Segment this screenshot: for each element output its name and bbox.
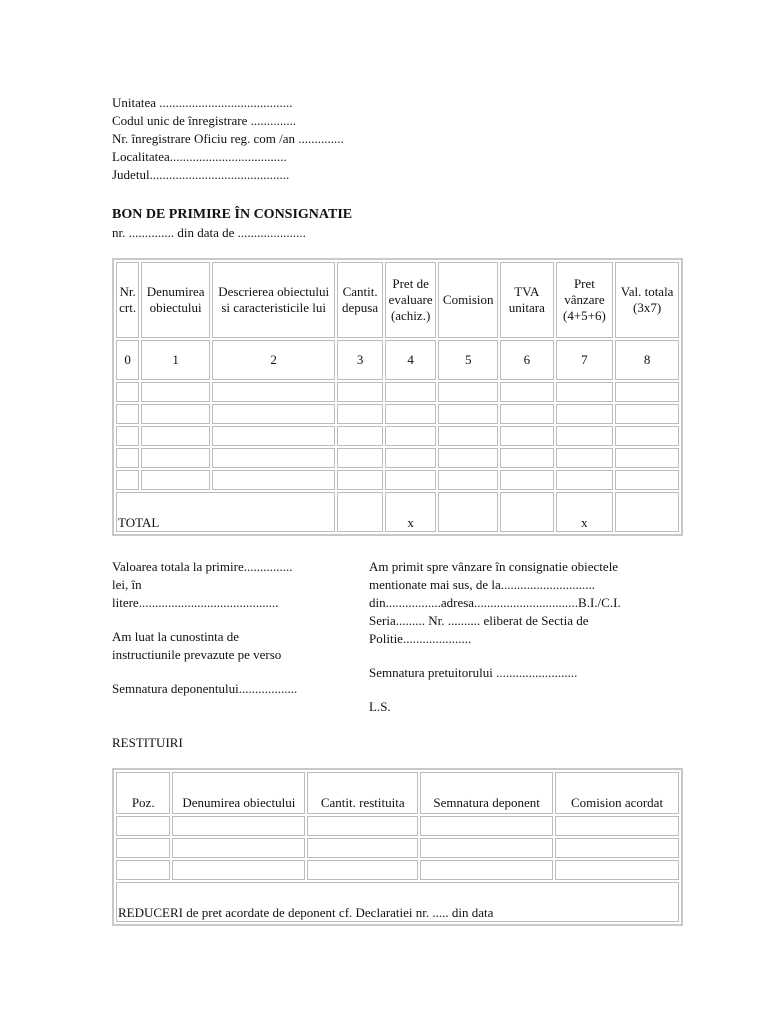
restituiri-header-row bbox=[116, 772, 679, 814]
table-cell[interactable] bbox=[337, 382, 382, 402]
table-cell[interactable] bbox=[116, 838, 170, 858]
table-cell[interactable] bbox=[615, 382, 679, 402]
total-tva-cell[interactable] bbox=[500, 492, 554, 532]
semnatura-pretuitor-line: Semnatura pretuitorului ......................... bbox=[369, 665, 578, 680]
header-pret-vanzare: Pret vânzare (4+5+6) bbox=[556, 262, 614, 338]
table-cell[interactable] bbox=[555, 816, 679, 836]
table-cell[interactable] bbox=[172, 838, 305, 858]
items-table bbox=[112, 258, 683, 536]
table-cell[interactable] bbox=[420, 838, 553, 858]
table-cell[interactable] bbox=[385, 382, 437, 402]
reduceri-row bbox=[116, 882, 679, 922]
table-cell[interactable] bbox=[556, 404, 614, 424]
document-page bbox=[112, 94, 682, 926]
table-cell[interactable] bbox=[438, 470, 498, 490]
table-cell[interactable] bbox=[420, 816, 553, 836]
table-cell[interactable] bbox=[500, 448, 554, 468]
col-number: 2 bbox=[212, 340, 335, 380]
table-cell[interactable] bbox=[555, 838, 679, 858]
mentionate-line: mentionate mai sus, de la............................. bbox=[369, 577, 596, 592]
table-cell[interactable] bbox=[172, 860, 305, 880]
table-cell[interactable] bbox=[212, 448, 335, 468]
table-cell[interactable] bbox=[385, 426, 437, 446]
litere-line: litere........................................... bbox=[112, 595, 279, 610]
right-block bbox=[369, 558, 669, 716]
col-number: 3 bbox=[337, 340, 382, 380]
signature-section bbox=[112, 558, 682, 728]
cod-unic-line: Codul unic de înregistrare .............. bbox=[112, 113, 297, 128]
header-block bbox=[112, 94, 682, 184]
col-number: 4 bbox=[385, 340, 437, 380]
table-cell[interactable] bbox=[385, 404, 437, 424]
total-comision-cell[interactable] bbox=[438, 492, 498, 532]
table-cell[interactable] bbox=[556, 448, 614, 468]
table-row bbox=[116, 426, 679, 446]
col-number: 1 bbox=[141, 340, 210, 380]
table-cell[interactable] bbox=[615, 426, 679, 446]
total-col7-mark: x bbox=[556, 492, 614, 532]
table-cell[interactable] bbox=[141, 404, 210, 424]
table-cell[interactable] bbox=[212, 404, 335, 424]
table-cell[interactable] bbox=[212, 426, 335, 446]
table-cell[interactable] bbox=[385, 470, 437, 490]
localitatea-line: Localitatea.................................... bbox=[112, 149, 287, 164]
left-block bbox=[112, 558, 342, 698]
header-val-totala: Val. totala (3x7) bbox=[615, 262, 679, 338]
document-subtitle: nr. .............. din data de ..................... bbox=[112, 225, 306, 240]
table-row bbox=[116, 838, 679, 858]
ls-mark: L.S. bbox=[369, 699, 391, 714]
politie-line: Politie..................... bbox=[369, 631, 472, 646]
table-cell[interactable] bbox=[307, 838, 418, 858]
table-cell[interactable] bbox=[556, 382, 614, 402]
unitatea-line: Unitatea ......................................... bbox=[112, 95, 293, 110]
restituiri-title: RESTITUIRI bbox=[112, 735, 183, 750]
column-number-row bbox=[116, 340, 679, 380]
adresa-line: din.................adresa................................B.I./C.I. bbox=[369, 595, 621, 610]
table-cell[interactable] bbox=[141, 470, 210, 490]
header-tva-unitara: TVA unitara bbox=[500, 262, 554, 338]
table-cell[interactable] bbox=[116, 816, 170, 836]
table-cell[interactable] bbox=[500, 470, 554, 490]
col-number: 0 bbox=[116, 340, 139, 380]
table-cell[interactable] bbox=[438, 426, 498, 446]
table-row bbox=[116, 404, 679, 424]
table-cell[interactable] bbox=[116, 426, 139, 446]
table-row bbox=[116, 860, 679, 880]
table-cell[interactable] bbox=[307, 860, 418, 880]
table-cell[interactable] bbox=[212, 382, 335, 402]
table-cell[interactable] bbox=[615, 448, 679, 468]
judetul-line: Judetul........................................... bbox=[112, 167, 290, 182]
restituiri-table bbox=[112, 768, 683, 926]
table-cell[interactable] bbox=[438, 404, 498, 424]
total-cantit-cell[interactable] bbox=[337, 492, 382, 532]
header-descrierea: Descrierea obiectului si caracteristicile lui bbox=[212, 262, 335, 338]
table-cell[interactable] bbox=[337, 470, 382, 490]
table-cell[interactable] bbox=[615, 404, 679, 424]
seria-line: Seria......... Nr. .......... eliberat de Sectia de bbox=[369, 613, 589, 628]
table-cell[interactable] bbox=[116, 404, 139, 424]
table-cell[interactable] bbox=[337, 448, 382, 468]
lei-line: lei, în bbox=[112, 577, 142, 592]
table-cell[interactable] bbox=[116, 860, 170, 880]
table-cell[interactable] bbox=[500, 382, 554, 402]
instructiuni-line: instructiunile prevazute pe verso bbox=[112, 647, 282, 662]
header-denumirea: Denumirea obiectului bbox=[141, 262, 210, 338]
table-cell[interactable] bbox=[438, 448, 498, 468]
table-cell[interactable] bbox=[556, 470, 614, 490]
table-row bbox=[116, 448, 679, 468]
table-cell[interactable] bbox=[141, 448, 210, 468]
semnatura-deponent-line: Semnatura deponentului.................. bbox=[112, 681, 298, 696]
table-cell[interactable] bbox=[337, 426, 382, 446]
table-cell[interactable] bbox=[141, 426, 210, 446]
col-number: 7 bbox=[556, 340, 614, 380]
header-poz: Poz. bbox=[116, 772, 170, 814]
col-number: 8 bbox=[615, 340, 679, 380]
table-cell[interactable] bbox=[555, 860, 679, 880]
header-cantit-depusa: Cantit. depusa bbox=[337, 262, 382, 338]
total-val-cell[interactable] bbox=[615, 492, 679, 532]
table-row bbox=[116, 470, 679, 490]
col-number: 5 bbox=[438, 340, 498, 380]
table-cell[interactable] bbox=[307, 816, 418, 836]
header-nr-crt: Nr. crt. bbox=[116, 262, 139, 338]
table-cell[interactable] bbox=[116, 470, 139, 490]
table-cell[interactable] bbox=[116, 382, 139, 402]
table-row bbox=[116, 816, 679, 836]
nr-inregistrare-line: Nr. înregistrare Oficiu reg. com /an .............. bbox=[112, 131, 344, 146]
total-label: TOTAL bbox=[116, 492, 335, 532]
table-cell[interactable] bbox=[212, 470, 335, 490]
cunostinta-line: Am luat la cunostinta de bbox=[112, 629, 240, 644]
table-cell[interactable] bbox=[141, 382, 210, 402]
table-cell[interactable] bbox=[438, 382, 498, 402]
header-comision: Comision bbox=[438, 262, 498, 338]
table-cell[interactable] bbox=[556, 426, 614, 446]
document-title: BON DE PRIMIRE ÎN CONSIGNATIE bbox=[112, 207, 353, 222]
header-pret-evaluare: Pret de evaluare (achiz.) bbox=[385, 262, 437, 338]
table-cell[interactable] bbox=[116, 448, 139, 468]
table-cell[interactable] bbox=[385, 448, 437, 468]
table-cell[interactable] bbox=[337, 404, 382, 424]
reduceri-text: REDUCERI de pret acordate de deponent cf. Declaratiei nr. ..... din data bbox=[116, 882, 679, 922]
items-header-row bbox=[116, 262, 679, 338]
table-cell[interactable] bbox=[500, 426, 554, 446]
total-row bbox=[116, 492, 679, 532]
header-denumirea-obiectului: Denumirea obiectului bbox=[172, 772, 305, 814]
header-comision-acordat: Comision acordat bbox=[555, 772, 679, 814]
header-semnatura-deponent: Semnatura deponent bbox=[420, 772, 553, 814]
table-cell[interactable] bbox=[615, 470, 679, 490]
total-col4-mark: x bbox=[385, 492, 437, 532]
table-cell[interactable] bbox=[500, 404, 554, 424]
header-cantit-restituita: Cantit. restituita bbox=[307, 772, 418, 814]
table-cell[interactable] bbox=[172, 816, 305, 836]
am-primit-line: Am primit spre vânzare în consignatie obiectele bbox=[369, 559, 619, 574]
col-number: 6 bbox=[500, 340, 554, 380]
table-row bbox=[116, 382, 679, 402]
table-cell[interactable] bbox=[420, 860, 553, 880]
valoare-totala-line: Valoarea totala la primire............... bbox=[112, 559, 293, 574]
